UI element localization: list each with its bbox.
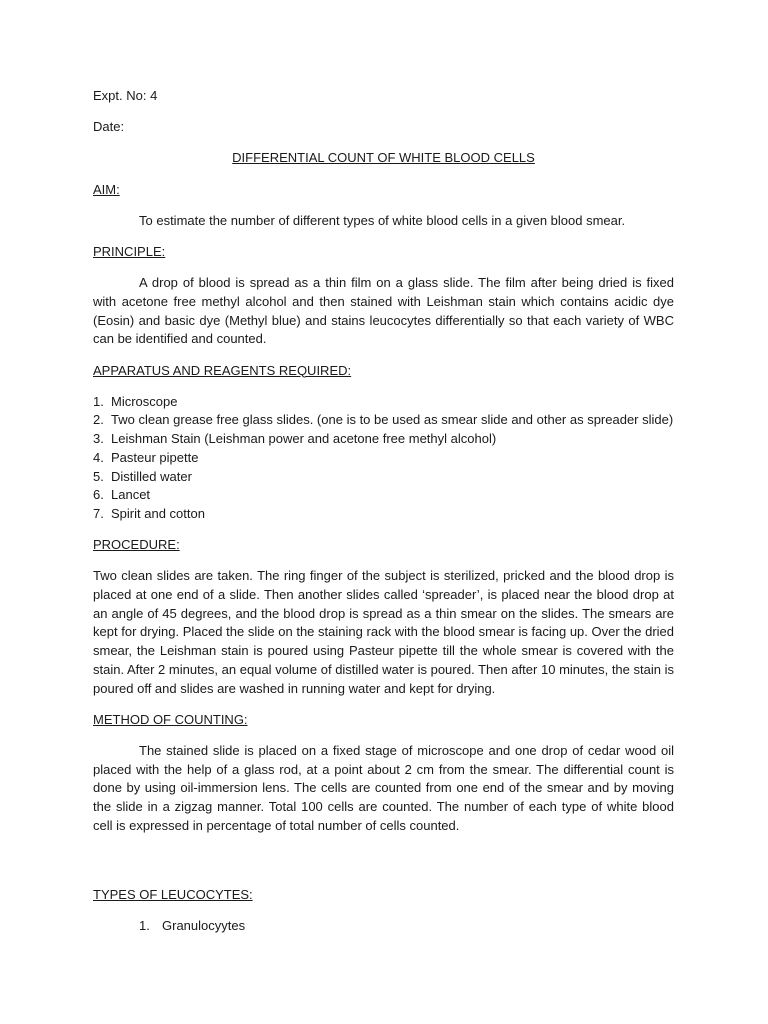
principle-text: A drop of blood is spread as a thin film on a glass slide. The film after being dried is fixed with acetone free methyl alcohol and then stained with Leishman stain which contains acidic dye (Eosin) and basic dye (Methyl blue) and stains leucocytes differentially so that each variety of WBC can be identified and counted. [93,275,674,347]
apparatus-list [93,393,674,524]
aim-heading: AIM: [93,181,120,197]
document-title: DIFFERENTIAL COUNT OF WHITE BLOOD CELLS [232,150,535,166]
procedure-heading: PROCEDURE: [93,537,180,553]
list-item: 7. Spirit and cotton [93,505,205,521]
apparatus-heading: APPARATUS AND REAGENTS REQUIRED: [93,362,352,378]
list-item: 1. Granulocyytes [139,917,246,933]
date-label: Date: [93,119,125,135]
types-heading: TYPES OF LEUCOCYTES: [93,886,253,902]
list-item: 6. Lancet [93,487,151,503]
method-heading: METHOD OF COUNTING: [93,711,248,727]
experiment-number: Expt. No: 4 [93,88,158,103]
list-item: 3. Leishman Stain (Leishman power and acetone free methyl alcohol) [93,431,497,447]
procedure-text: Two clean slides are taken. The ring finger of the subject is sterilized, pricked and the blood drop is placed at one end of a slide. Then another slides called ‘spreader’, is placed near the blood drop at an angle of 45 degrees, and the blood drop is spread as a thin smear on the slides. The smears are kept for drying. Placed the slide on the staining rack with the blood smear is facing up. Over the dried smear, the Leishman stain is poured using Pasteur pipette till the whole smear is covered with the stain. After 2 minutes, an equal volume of distilled water is poured. Then after 10 minutes, the stain is poured off and slides are washed in running water and kept for drying. [93,568,674,696]
aim-text: To estimate the number of different types of white blood cells in a given blood smear. [139,212,626,228]
list-item: 2. Two clean grease free glass slides. (one is to be used as smear slide and other as spreader slide) [93,412,674,428]
method-text: The stained slide is placed on a fixed stage of microscope and one drop of cedar wood oil placed with the help of a glass rod, at a point about 2 cm from the smear. The differential count is done by using oil-immersion lens. The cells are counted from one end of the smear and by moving the slide in a zigzag manner. Total 100 cells are counted. The number of each type of white blood cell is expressed in percentage of total number of cells counted. [93,742,674,833]
principle-heading: PRINCIPLE: [93,244,166,260]
document-body [93,87,674,935]
list-item: 4. Pasteur pipette [93,449,199,465]
list-item: 5. Distilled water [93,468,192,484]
list-item: 1. Microscope [93,393,178,409]
